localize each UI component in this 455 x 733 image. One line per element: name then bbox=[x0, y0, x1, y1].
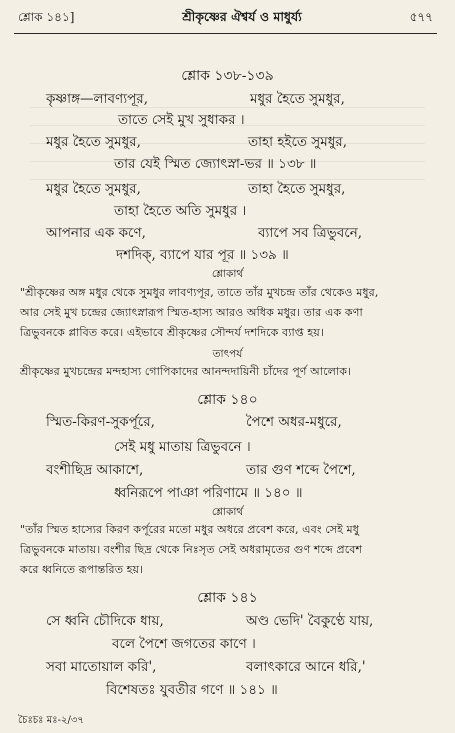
verse-138-line-3a: মধুর হৈতে সুমধুর, bbox=[46, 134, 141, 150]
verse-139-line-4: দশদিক্, ব্যাপে যার পূর ॥ ১৩৯ ॥ bbox=[116, 247, 289, 263]
translation-heading-140: শ্লোকার্থ bbox=[211, 506, 244, 518]
header-chapter-title: শ্রীকৃষ্ণের ঐশ্বর্য ও মাধুর্য্য bbox=[182, 9, 302, 24]
translation-140 bbox=[20, 520, 435, 580]
translation-line: "তাঁর স্মিত হাস্যের কিরণ কর্পূরের মতো মধুর অধরে প্রবেশ করে, এবং সেই মধু bbox=[20, 523, 360, 536]
verse-139-line-3b: ব্যাপে সব ত্রিভুবনে, bbox=[258, 225, 363, 241]
verse-139-line-1b: তাহা হৈতে সুমধুর, bbox=[248, 181, 346, 197]
translation-heading-138-139: শ্লোকার্থ bbox=[211, 268, 244, 280]
verse-139-line-1a: মধুর হৈতে সুমধুর, bbox=[46, 181, 141, 197]
verse-141-line-3a: সবা মাতোয়াল করি', bbox=[46, 659, 157, 675]
verse-138-line-2: তাতে সেই মুখ সুধাকর । bbox=[118, 112, 245, 128]
verse-140-line-2: সেই মধু মাতায় ত্রিভুবনে । bbox=[114, 439, 251, 455]
verse-140-line-1a: স্মিত-কিরণ-সুকর্পূরে, bbox=[46, 414, 155, 430]
page-footer-signature: চৈঃচঃ মঃ-২/৩৭ bbox=[18, 715, 84, 726]
verse-141-line-1a: সে ধ্বনি চৌদিকে ধায়, bbox=[46, 613, 164, 629]
verse-140-line-3b: তার গুণ শব্দে পৈশে, bbox=[246, 462, 356, 478]
verse-138-line-3b: তাহা হইতে সুমধুর, bbox=[248, 134, 347, 150]
purport-line: শ্রীকৃষ্ণের মুখচন্দ্রের মন্দহাস্য গোপিকাদের আনন্দদায়িনী চাঁদের পূর্ণ আলোক। bbox=[20, 365, 352, 378]
header-rule bbox=[14, 33, 437, 34]
translation-line: ত্রিভুবনকে প্লাবিত করে। এইভাবে শ্রীকৃষ্ণের সৌন্দর্য দশদিকে ব্যাপ্ত হয়। bbox=[20, 326, 324, 339]
verse-139-line-2: তাহা হৈতে অতি সুমধুর । bbox=[114, 203, 247, 219]
verse-heading-141: শ্লোক ১৪১ bbox=[197, 590, 258, 606]
verse-138-line-4: তার যেই স্মিত জ্যোৎস্না-ভর ॥ ১৩৮ ॥ bbox=[114, 156, 317, 172]
header-verse-ref: শ্লোক ১৪১] bbox=[18, 10, 75, 24]
verse-141-line-1b: অণ্ড ভেদি' বৈকুণ্ঠে যায়, bbox=[246, 613, 374, 629]
verse-141-line-2: বলে পৈশে জগতের কাণে । bbox=[112, 636, 256, 652]
purport-heading: তাৎপর্য bbox=[212, 348, 243, 360]
translation-line: আর সেই মুখ চন্দ্রের জ্যোৎস্নারূপ স্মিত-হাস্য আরও অধিক মধুর। তার এক কণা bbox=[20, 306, 363, 319]
verse-140-line-4: ধ্বনিরূপে পাঞা পরিণামে ॥ ১৪০ ॥ bbox=[114, 485, 303, 501]
verse-heading-140: শ্লোক ১৪০ bbox=[197, 392, 258, 408]
verse-141-line-4: বিশেষতঃ যুবতীর গণে ॥ ১৪১ ॥ bbox=[106, 682, 278, 698]
verse-140-line-3a: বংশীছিদ্র আকাশে, bbox=[46, 462, 144, 478]
translation-line: করে ধ্বনিতে রূপান্তরিত হয়। bbox=[20, 563, 144, 576]
verse-140-line-1b: পৈশে অধর-মধুরে, bbox=[246, 414, 342, 430]
translation-138-139 bbox=[20, 283, 435, 343]
verse-138-line-1b: মধুর হৈতে সুমধুর, bbox=[250, 91, 345, 107]
translation-line: "শ্রীকৃষ্ণের অঙ্গ মধুর থেকে সুমধুর লাবণ্যপূর, তাতে তাঁর মুখচন্দ্র তাঁর থেকেও মধুর, bbox=[20, 286, 379, 299]
verse-141-line-3b: বলাৎকারে আনে ধরি,' bbox=[246, 659, 366, 675]
translation-line: ত্রিভুবনকে মাতায়। বংশীর ছিদ্র থেকে নিঃসৃত সেই অধরামৃতের গুণ শব্দে প্রবেশ bbox=[20, 543, 363, 556]
verse-139-line-3a: আপনার এক কণে, bbox=[46, 225, 146, 241]
purport-text bbox=[20, 362, 435, 382]
header-page-number: ৫৭৭ bbox=[409, 10, 433, 24]
verse-138-line-1a: কৃষ্ণাঙ্গ—লাবণ্যপূর, bbox=[46, 91, 148, 107]
running-header bbox=[18, 8, 433, 30]
verse-heading-138-139: শ্লোক ১৩৮-১৩৯ bbox=[181, 68, 274, 84]
